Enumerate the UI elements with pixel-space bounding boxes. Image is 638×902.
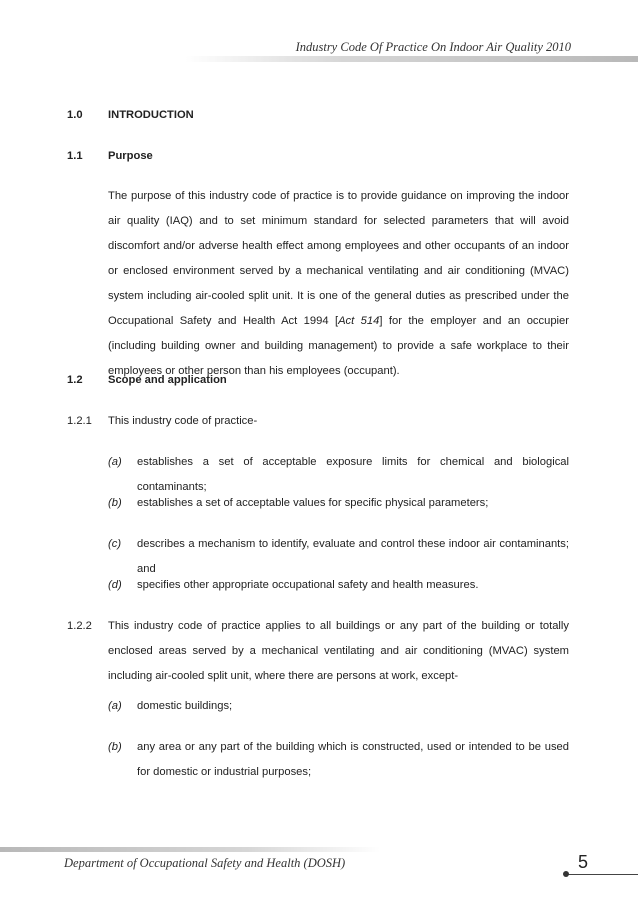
item-letter-d: (d) [108,579,122,591]
section-1-0-title: INTRODUCTION [108,109,194,121]
footer-department: Department of Occupational Safety and Health (DOSH) [64,856,346,870]
section-1-1-number: 1.1 [67,150,83,162]
purpose-text-part2: ] for the employer and an occupier (including building owner and building management) to provide a safe workplace to their employees or other person than his employees (occupant). [108,315,569,377]
page-number-underline [566,874,638,875]
page-number: 5 [578,852,589,872]
section-1-1-title: Purpose [108,150,153,162]
purpose-paragraph [108,184,569,384]
page-number-dot [563,871,569,877]
running-header: Industry Code Of Practice On Indoor Air Quality 2010 [295,40,571,54]
header-rule [185,56,638,62]
section-1-2-1-number: 1.2.1 [67,415,92,427]
act-reference: Act 514 [338,315,380,327]
item-letter-a: (a) [108,456,122,468]
section-1-2-1-text: This industry code of practice- [108,415,258,427]
section-1-2-2-text: This industry code of practice applies to all buildings or any part of the building or totally enclosed areas served by a mechanical ventilating and air conditioning (MVAC) system including air-cooled split unit, where there are persons at work, except- [108,620,569,682]
exception-text-a: domestic buildings; [137,700,233,712]
exception-letter-a: (a) [108,700,122,712]
exception-text-b: any area or any part of the building which is constructed, used or intended to be used for domestic or industrial purposes; [137,741,569,778]
item-text-c: describes a mechanism to identify, evaluate and control these indoor air contaminants; and [137,538,569,575]
footer-rule [0,847,380,852]
item-letter-c: (c) [108,538,122,550]
item-text-d: specifies other appropriate occupational safety and health measures. [137,579,479,591]
item-letter-b: (b) [108,497,122,509]
section-1-2-number: 1.2 [67,374,83,386]
exception-letter-b: (b) [108,741,122,753]
section-1-2-2-number: 1.2.2 [67,620,92,632]
purpose-text-part1: The purpose of this industry code of practice is to provide guidance on improving the indoor air quality (IAQ) and to set minimum standard for selected parameters that will avoid discomfort and/or adverse health effect among employees and other occupants of an indoor or enclosed environment served by a mechanical ventilating and air conditioning (MVAC) system including air-cooled split unit. It is one of the general duties as prescribed under the Occupational Safety and Health Act 1994 [ [108,190,569,327]
section-1-0-number: 1.0 [67,109,83,121]
section-1-2-title: Scope and application [108,374,227,386]
item-text-a: establishes a set of acceptable exposure limits for chemical and biological contaminants; [137,456,569,493]
item-text-b: establishes a set of acceptable values for specific physical parameters; [137,497,489,509]
